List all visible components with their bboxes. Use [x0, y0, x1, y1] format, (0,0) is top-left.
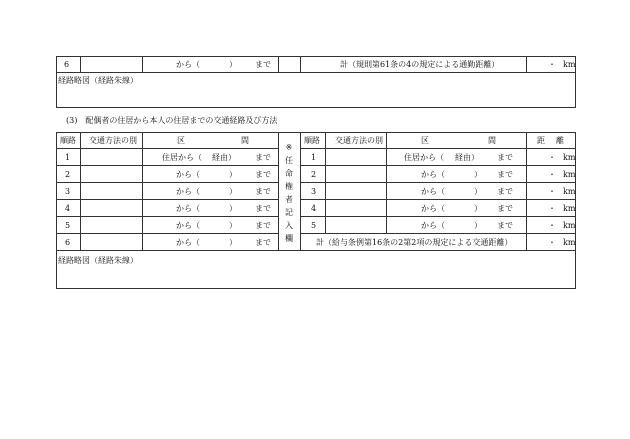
- decimal-dot: ・: [548, 170, 556, 179]
- header-distance-kyo: 距: [537, 136, 545, 145]
- from-label: から（: [421, 170, 445, 179]
- divider: [56, 199, 278, 200]
- row-number: 3: [65, 187, 71, 196]
- note-char: 欄: [285, 234, 293, 243]
- from-label: 住居から（: [404, 153, 444, 162]
- divider: [56, 250, 576, 251]
- header-section-kan: 間: [488, 136, 496, 145]
- note-char: 入: [285, 221, 293, 230]
- divider: [386, 132, 387, 233]
- to-label: まで: [255, 204, 271, 213]
- divider: [56, 72, 576, 73]
- divider: [56, 216, 278, 217]
- decimal-dot: ・: [548, 187, 556, 196]
- divider: [526, 56, 527, 73]
- divider: [80, 56, 81, 73]
- paren-close: ）: [229, 187, 237, 196]
- from-label: から（: [421, 204, 445, 213]
- to-label: まで: [497, 153, 513, 162]
- to-label: まで: [255, 60, 271, 69]
- from-label: 住居から（: [162, 153, 202, 162]
- from-label: から（: [176, 170, 200, 179]
- divider: [56, 182, 278, 183]
- km-unit: km: [563, 170, 576, 179]
- paren-close: ）: [229, 221, 237, 230]
- note-char: 記: [285, 208, 293, 217]
- km-unit: km: [563, 204, 576, 213]
- note-char: ※: [285, 143, 293, 152]
- paren-close: ）: [229, 170, 237, 179]
- paren-close: ）: [229, 60, 237, 69]
- row-number: 4: [65, 204, 71, 213]
- divider: [300, 233, 576, 234]
- paren-close: ）: [474, 187, 482, 196]
- km-unit: km: [563, 153, 576, 162]
- km-unit: km: [563, 60, 576, 69]
- route-map-label: 経路略図（経路朱線）: [58, 256, 138, 265]
- header-distance-ri: 離: [556, 136, 564, 145]
- header-order: 順路: [60, 136, 76, 145]
- row-number: 1: [311, 153, 317, 162]
- divider: [300, 165, 576, 166]
- note-char: 権: [285, 182, 293, 191]
- paren-close: ）: [474, 221, 482, 230]
- divider: [325, 132, 326, 233]
- row-number: 3: [311, 187, 317, 196]
- to-label: まで: [497, 187, 513, 196]
- header-order: 順路: [304, 136, 320, 145]
- to-label: まで: [255, 187, 271, 196]
- divider: [56, 165, 278, 166]
- km-unit: km: [563, 221, 576, 230]
- divider: [526, 132, 527, 250]
- to-label: まで: [497, 170, 513, 179]
- from-label: から（: [421, 221, 445, 230]
- divider: [56, 148, 278, 149]
- paren-close: ）: [229, 238, 237, 247]
- divider: [80, 132, 81, 250]
- from-label: から（: [176, 221, 200, 230]
- from-label: から（: [176, 60, 200, 69]
- decimal-dot: ・: [548, 60, 556, 69]
- divider: [278, 132, 279, 250]
- to-label: まで: [255, 170, 271, 179]
- via-label: 経由）: [212, 153, 236, 162]
- row-number: 5: [311, 221, 317, 230]
- km-unit: km: [563, 238, 576, 247]
- decimal-dot: ・: [548, 238, 556, 247]
- row-number: 5: [65, 221, 71, 230]
- decimal-dot: ・: [548, 221, 556, 230]
- row-number: 6: [64, 60, 70, 69]
- header-section-ku: 区: [421, 136, 429, 145]
- to-label: まで: [497, 204, 513, 213]
- divider: [300, 182, 576, 183]
- traffic-distance-total-label: 計（給与条例第16条の2第2項の規定による交通距離）: [316, 238, 513, 247]
- row-number: 2: [311, 170, 317, 179]
- from-label: から（: [176, 187, 200, 196]
- divider: [300, 148, 576, 149]
- from-label: から（: [176, 238, 200, 247]
- paren-close: ）: [229, 204, 237, 213]
- commute-distance-total-label: 計（規則第61条の4の規定による通勤距離）: [340, 60, 500, 69]
- header-section-kan: 間: [241, 136, 249, 145]
- via-label: 経由）: [455, 153, 479, 162]
- section-title: (3) 配偶者の住居から本人の住居までの交通経路及び方法: [66, 116, 278, 125]
- row-number: 6: [65, 238, 71, 247]
- divider: [300, 56, 301, 73]
- to-label: まで: [255, 238, 271, 247]
- divider: [278, 56, 279, 73]
- divider: [56, 233, 278, 234]
- to-label: まで: [255, 221, 271, 230]
- paren-close: ）: [474, 170, 482, 179]
- row-number: 1: [65, 153, 71, 162]
- row-number: 4: [311, 204, 317, 213]
- note-char: 者: [285, 195, 293, 204]
- row-number: 2: [65, 170, 71, 179]
- from-label: から（: [176, 204, 200, 213]
- appointing-authority-note: [283, 141, 295, 245]
- header-section-ku: 区: [177, 136, 185, 145]
- to-label: まで: [255, 153, 271, 162]
- divider: [142, 132, 143, 250]
- divider: [300, 216, 576, 217]
- km-unit: km: [563, 187, 576, 196]
- decimal-dot: ・: [548, 204, 556, 213]
- paren-close: ）: [474, 204, 482, 213]
- divider: [300, 199, 576, 200]
- header-method: 交通方法の別: [335, 136, 383, 145]
- decimal-dot: ・: [548, 153, 556, 162]
- from-label: から（: [421, 187, 445, 196]
- divider: [142, 56, 143, 73]
- header-method: 交通方法の別: [89, 136, 137, 145]
- to-label: まで: [497, 221, 513, 230]
- divider: [300, 132, 301, 250]
- note-char: 命: [285, 169, 293, 178]
- route-map-label: 経路略図（経路朱線）: [58, 76, 138, 85]
- note-char: 任: [285, 156, 293, 165]
